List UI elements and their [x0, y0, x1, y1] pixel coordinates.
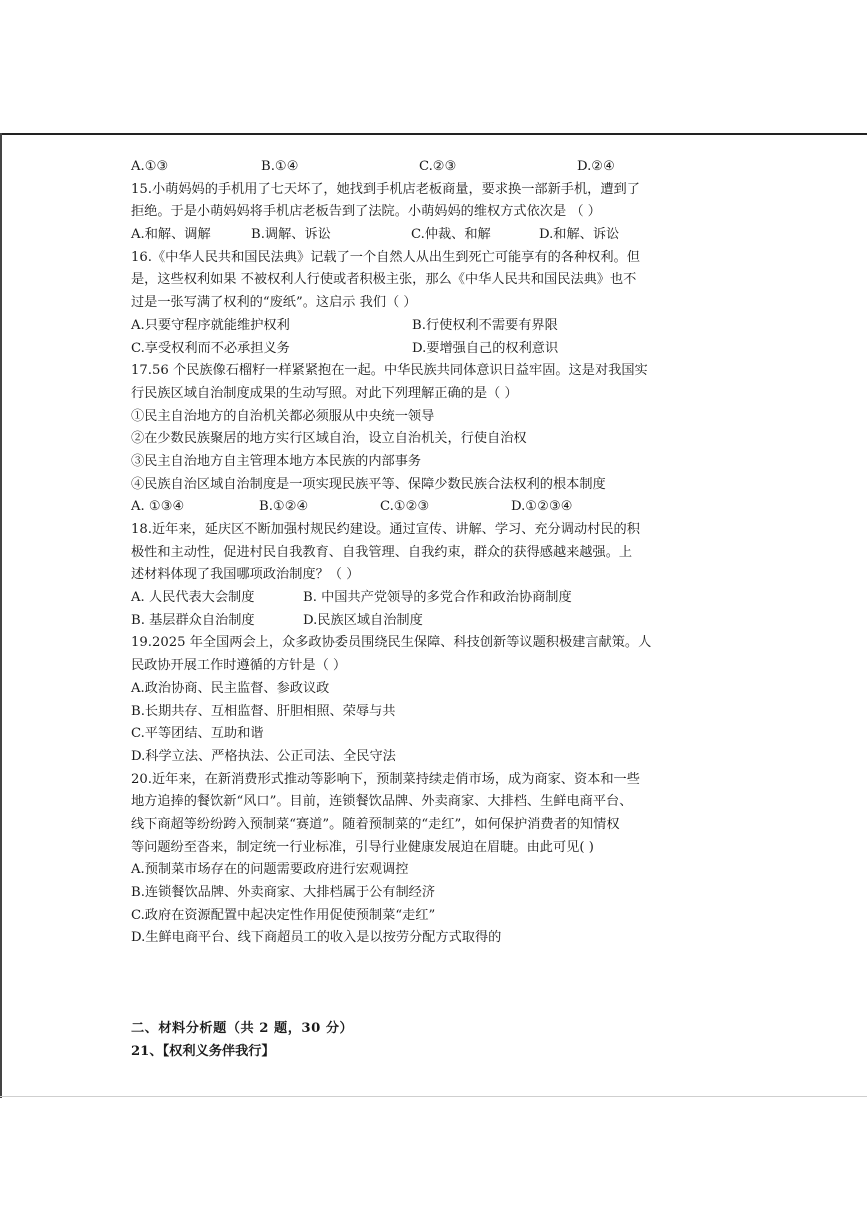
q17-options — [131, 496, 731, 519]
q17-statement: ④民族自治区域自治制度是一项实现民族平等、保障少数民族合法权利的根本制度 — [131, 476, 606, 492]
q18-option-a: A. 人民代表大会制度 — [131, 590, 255, 606]
section-title: 二、材料分析题（共 2 题，30 分） — [131, 1021, 354, 1037]
q17-stem-line: 17.56 个民族像石榴籽一样紧紧抱在一起。中华民族共同体意识日益牢固。这是对我国实 — [131, 363, 648, 379]
q14-options — [131, 156, 731, 179]
q19-option-c: C.平等团结、互助和谐 — [131, 726, 264, 742]
q20-option-a: A.预制菜市场存在的问题需要政府进行宏观调控 — [131, 862, 409, 878]
page-left-edge — [0, 133, 2, 1098]
q18-options-row — [131, 610, 731, 633]
q16-stem-line: 过是一张写满了权利的“废纸”。这启示 我们（ ） — [131, 295, 417, 311]
q15-options — [131, 224, 731, 247]
q18-option-c: B. 基层群众自治制度 — [131, 612, 255, 628]
q19-option-d: D.科学立法、严格执法、公正司法、全民守法 — [131, 748, 396, 764]
q20-stem-line: 地方追捧的餐饮新“风口”。目前，连锁餐饮品牌、外卖商家、大排档、生鲜电商平台、 — [131, 794, 633, 810]
q15-stem-line: 15.小萌妈妈的手机用了七天坏了，她找到手机店老板商量，要求换一部新手机，遭到了 — [131, 181, 640, 197]
q20-stem-line: 线下商超等纷纷跨入预制菜“赛道”。随着预制菜的“走红”，如何保护消费者的知情权 — [131, 816, 620, 832]
q16-option-a: A.只要守程序就能维护权利 — [131, 317, 290, 333]
q15-option-c: C.仲裁、和解 — [411, 227, 491, 243]
q14-option-a: A.①③ — [131, 159, 169, 174]
page-top-rule — [0, 133, 867, 135]
q14-option-d: D.②④ — [577, 159, 615, 174]
q15-stem-line: 拒绝。于是小萌妈妈将手机店老板告到了法院。小萌妈妈的维权方式依次是 （ ） — [131, 204, 601, 220]
q15-option-b: B.调解、诉讼 — [251, 227, 331, 243]
q16-stem-line: 是，这些权利如果 不被权利人行使或者积极主张，那么《中华人民共和国民法典》也不 — [131, 272, 637, 288]
q17-option-d: D.①②③④ — [511, 499, 573, 515]
q18-option-d: D.民族区域自治制度 — [303, 612, 423, 628]
q19-stem-line: 民政协开展工作时遵循的方针是（ ） — [131, 658, 347, 674]
q16-options-row — [131, 315, 731, 338]
q18-options-row — [131, 587, 731, 610]
q17-option-a: A. ①③④ — [131, 499, 185, 515]
q17-statement: ③民主自治地方自主管理本地方本民族的内部事务 — [131, 453, 422, 469]
q14-option-c: C.②③ — [419, 159, 457, 174]
q17-option-c: C.①②③ — [380, 499, 430, 515]
q18-stem-line: 18.近年来，延庆区不断加强村规民约建设。通过宣传、讲解、学习、充分调动村民的积 — [131, 522, 640, 537]
q18-stem-line: 述材料体现了我国哪项政治制度？（ ） — [131, 567, 360, 583]
exam-content — [131, 156, 731, 1063]
q20-option-b: B.连锁餐饮品牌、外卖商家、大排档属于公有制经济 — [131, 885, 436, 900]
q16-options-row — [131, 338, 731, 361]
q16-option-b: B.行使权利不需要有界限 — [412, 317, 558, 333]
q21-heading: 21、【权利义务伴我行】 — [131, 1043, 275, 1059]
q20-option-d: D.生鲜电商平台、线下商超员工的收入是以按劳分配方式取得的 — [131, 930, 502, 946]
blank-space — [131, 950, 731, 1018]
q14-option-b: B.①④ — [261, 159, 299, 174]
q19-option-a: A.政治协商、民主监督、参政议政 — [131, 680, 330, 696]
q20-stem-line: 等问题纷至沓来，制定统一行业标准，引导行业健康发展迫在眉睫。由此可见( ) — [131, 839, 594, 855]
q15-option-a: A.和解、调解 — [131, 227, 211, 243]
q18-stem-line: 极性和主动性，促进村民自我教育、自我管理、自我约束，群众的获得感越来越强。上 — [131, 544, 633, 560]
q17-stem-line: 行民族区域自治制度成果的生动写照。对此下列理解正确的是（ ） — [131, 385, 518, 401]
q18-option-b: B. 中国共产党领导的多党合作和政治协商制度 — [303, 590, 572, 606]
q19-stem-line: 19.2025 年全国两会上，众多政协委员围绕民生保障、科技创新等议题积极建言献策。人 — [131, 635, 652, 651]
q17-option-b: B.①②④ — [259, 499, 309, 515]
q19-option-b: B.长期共存、互相监督、肝胆相照、荣辱与共 — [131, 703, 396, 719]
q20-option-c: C.政府在资源配置中起决定性作用促使预制菜“走红” — [131, 907, 436, 923]
q17-statement: ①民主自治地方的自治机关都必须服从中央统一领导 — [131, 408, 435, 424]
q20-stem-line: 20.近年来，在新消费形式推动等影响下，预制菜持续走俏市场，成为商家、资本和一些 — [131, 771, 640, 787]
q17-statement: ②在少数民族聚居的地方实行区域自治，设立自治机关，行使自治权 — [131, 431, 527, 447]
q16-option-d: D.要增强自己的权利意识 — [412, 340, 559, 356]
q15-option-d: D.和解、诉讼 — [539, 227, 620, 243]
q16-option-c: C.享受权利而不必承担义务 — [131, 340, 290, 356]
page-bottom-rule — [0, 1096, 867, 1097]
q16-stem-line: 16.《中华人民共和国民法典》记载了一个自然人从出生到死亡可能享有的各种权利。但 — [131, 249, 640, 265]
